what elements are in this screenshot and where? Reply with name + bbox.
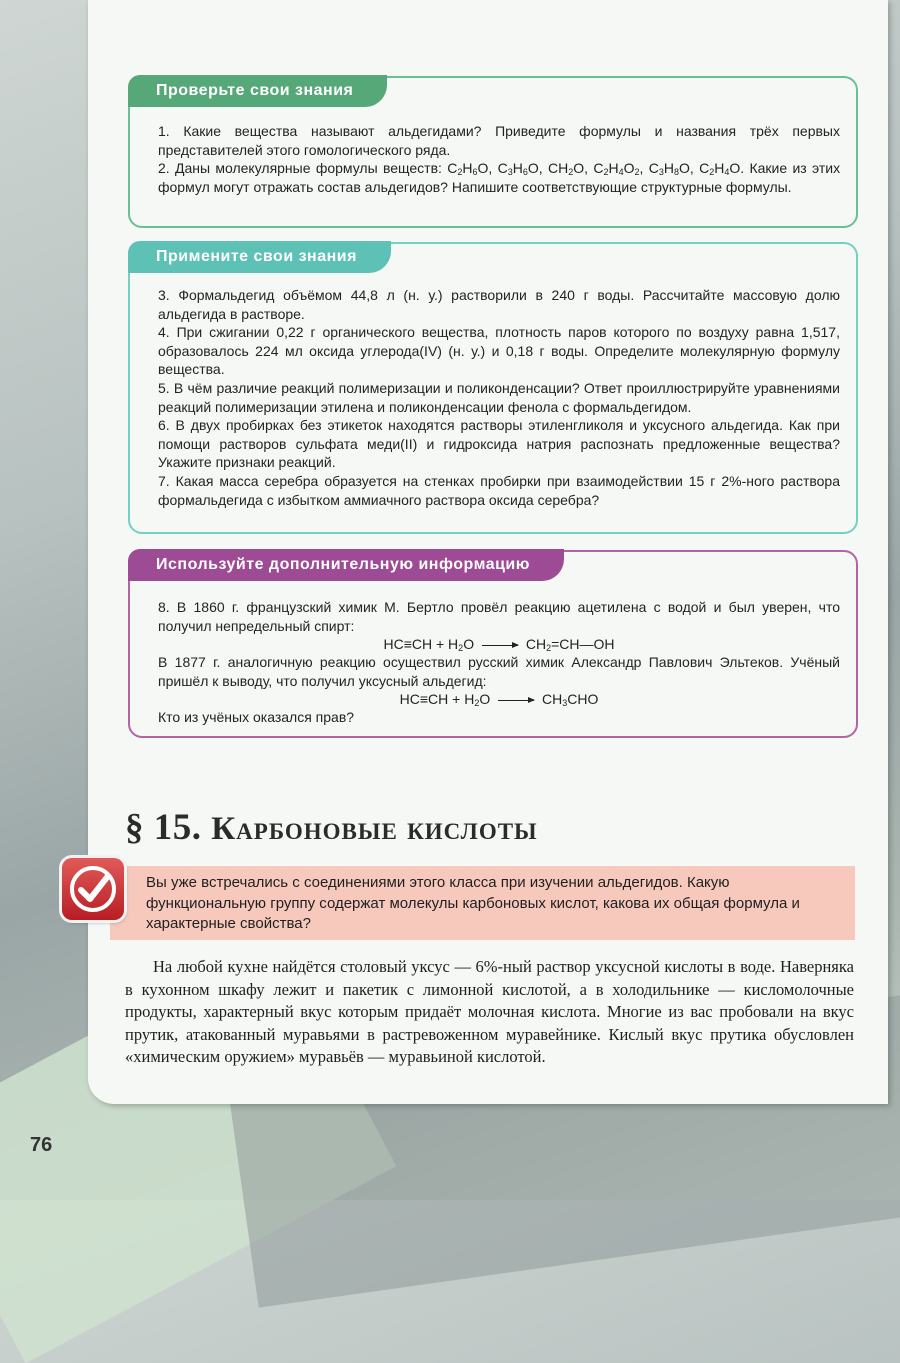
extra-info-box: [128, 550, 858, 738]
question-7: 7. Какая масса серебра образуется на стенках пробирки при взаимодействии 15 г 2%-ного раствора формальдегида с избытком аммиачного раствора оксида серебра?: [158, 472, 840, 508]
main-paragraph: На любой кухне найдётся столовый уксус — 6%-ный раствор уксусной кислоты в воде. Наверняка в кухонном шкафу лежит и пакетик с лимонной кислотой, а в холодильнике — кисломолочные продукты, характерный вкус которым придаёт молочная кислота. Многие из вас пробовали на вкус прутик, атакованный муравьями в растревоженном муравейнике. Кислый вкус прутика обусловлен «химическим оружием» муравьёв — муравьиной кислотой.: [125, 957, 854, 1067]
question-1: 1. Какие вещества называют альдегидами? Приведите формулы и названия трёх первых представителей этого гомологического ряда.: [158, 123, 840, 158]
question-3: 3. Формальдегид объёмом 44,8 л (н. у.) растворили в 240 г воды. Рассчитайте массовую долю альдегида в растворе.: [158, 287, 840, 322]
question-2: 2. Даны молекулярные формулы веществ: $C_2H_6O$, $C_3H_6O$, $CH_2O$, $C_2H_4O_2$, $C_3H_8O$, $C_2H_4O$. Какие из этих формул могут отражать состав альдегидов? Напишите соответствующие структурные формулы.: [158, 160, 841, 195]
question-5: 5. В чём различие реакций полимеризации и поликонденсации? Ответ проиллюстрируйте уравнениями реакций полимеризации этилена и поликонденсации фенола с формальдегидом.: [158, 379, 840, 415]
section-number: § 15.: [125, 807, 202, 848]
apply-knowledge-box: [128, 242, 858, 534]
apply-knowledge-header: Примените свои знания: [128, 241, 391, 273]
question-8-part-1: 8. В 1860 г. французский химик М. Бертло провёл реакцию ацетилена с водой и был уверен, что получил непредельный спирт:: [158, 599, 840, 634]
intro-question-box: Вы уже встречались с соединениями этого класса при изучении альдегидов. Какую функциональную группу содержат молекулы карбоновых кислот, какова их общая формула и характерные свойства?: [110, 866, 855, 940]
check-knowledge-box: [128, 76, 858, 228]
question-4: 4. При сжигании 0,22 г органического вещества, плотность паров которого по воздуху равна 1,517, образовалось 224 мл оксида углерода(IV) (н. у.) и 0,18 г воды. Определите молекулярную формулу вещества.: [158, 324, 840, 378]
section-title: [125, 806, 538, 849]
reaction-arrow-icon: [482, 645, 518, 646]
page-number: 76: [30, 1134, 53, 1156]
extra-info-body: [158, 598, 840, 727]
question-6: 6. В двух пробирках без этикеток находятся растворы этиленгликоля и уксусного альдегида. Как при помощи растворов сульфата меди(II) и гидроксида натрия распознать предложенные вещества? Укажите признаки реакций.: [158, 417, 840, 471]
apply-knowledge-body: [158, 286, 840, 509]
extra-info-header: Используйте дополнительную информацию: [128, 549, 564, 581]
checkmark-icon: [62, 858, 124, 920]
question-8-part-2: В 1877 г. аналогичную реакцию осуществил русский химик Александр Павлович Эльтеков. Учёный пришёл к выводу, что получил уксусный альдегид:: [158, 654, 840, 689]
equation-1: $HC\equiv CH + H_2O$ $CH_2=CH—OH$: [383, 636, 615, 654]
check-knowledge-body: [158, 122, 840, 196]
question-8-part-3: Кто из учёных оказался прав?: [158, 709, 355, 726]
equation-2: $HC\equiv CH + H_2O$ $CH_3CHO$: [399, 691, 599, 709]
check-knowledge-header: Проверьте свои знания: [128, 75, 387, 107]
reaction-arrow-icon: [498, 700, 534, 701]
section-name: Карбоновые кислоты: [211, 811, 538, 847]
